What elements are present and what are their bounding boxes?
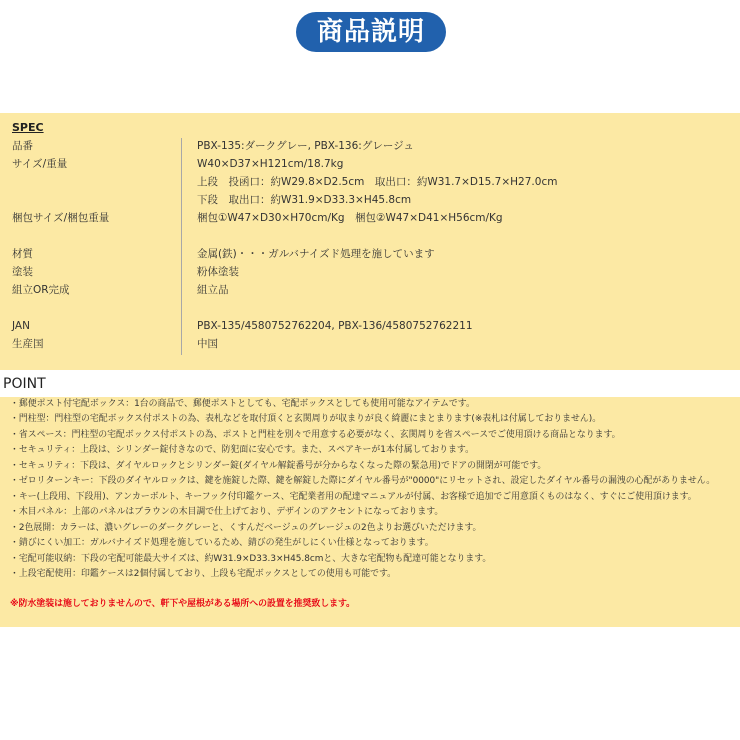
spec-table: [12, 137, 732, 353]
point-item: ・キー(上段用、下段用)、アンカーボルト、キーフック付印鑑ケース、宅配業者用の配達マニュアルが付属、お客様で追加でご用意頂くものはなく、すぐにご使用頂けます。: [10, 491, 697, 502]
spec-row-country-of-origin: [12, 335, 732, 353]
point-item: ・セキュリティ：上段は、シリンダー錠付きなので、防犯面に安心です。また、スペアキーが1本付属しております。: [10, 445, 474, 456]
spec-row-size-weight: [12, 155, 732, 209]
spec-heading: SPEC: [12, 121, 44, 134]
spec-value-list: [197, 317, 473, 335]
spec-value: PBX-135/4580752762204, PBX-136/4580752762211: [197, 320, 473, 332]
spec-panel: [0, 113, 740, 370]
spec-value-list: [197, 155, 557, 209]
spec-spacer: [12, 227, 732, 245]
point-item: ・錆びにくい加工：ガルバナイズド処理を施しているため、錆びの発生がしにくい仕様となっております。: [10, 538, 434, 549]
spec-value: W40×D37×H121cm/18.7kg: [197, 158, 344, 170]
spec-label: サイズ/重量: [12, 158, 68, 170]
section-title-badge: 商品説明: [296, 12, 446, 52]
spec-row-coating: [12, 263, 732, 281]
spec-value-list: [197, 209, 503, 227]
spec-spacer: [12, 299, 732, 317]
spec-label: 品番: [12, 140, 33, 152]
spec-value-list: [197, 137, 414, 155]
spec-value: 金属(鉄)・・・ガルバナイズド処理を施しています: [197, 248, 435, 260]
point-item: ・上段宅配使用：印鑑ケースは2個付属しており、上段も宅配ボックスとしての使用も可能です。: [10, 568, 397, 579]
point-item: ・門柱型：門柱型の宅配ボックス付ポストの為、表札などを取付頂くと玄関周りが収まりが良く綺麗にまとまります(※表札は付属しておりません)。: [10, 414, 602, 425]
spec-value: 粉体塗装: [197, 266, 239, 278]
point-item: ・木目パネル：上部のパネルはブラウンの木目調で仕上げており、デザインのアクセントになっております。: [10, 507, 444, 518]
waterproof-warning-note: ※防水塗装は施しておりませんので、軒下や屋根がある場所への設置を推奨致します。: [10, 599, 355, 609]
spec-label: 梱包サイズ/梱包重量: [12, 212, 110, 224]
spec-row-material: [12, 245, 732, 263]
point-item: ・ゼロリターンキー：下段のダイヤルロックは、鍵を施錠した際、鍵を解錠した際にダイヤル番号が"0000"にリセットされ、設定したダイヤル番号の漏洩の心配がありません。: [10, 476, 716, 487]
point-list: [10, 397, 738, 582]
spec-value-list: [197, 263, 239, 281]
spec-label: 塗装: [12, 266, 33, 278]
spec-value: 中国: [197, 338, 218, 350]
point-panel: [0, 397, 740, 627]
spec-value: PBX-135:ダークグレー, PBX-136:グレージュ: [197, 140, 414, 152]
spec-row-model-number: [12, 137, 732, 155]
point-item: ・郵便ポスト付宅配ボックス：1台の商品で、郵便ポストとしても、宅配ボックスとしても使用可能なアイテムです。: [10, 399, 475, 409]
spec-label: JAN: [12, 320, 30, 332]
point-heading: POINT: [3, 376, 46, 392]
spec-value-list: [197, 281, 229, 299]
spec-value: 上段 投函口：約W29.8×D2.5cm 取出口：約W31.7×D15.7×H27.0cm: [197, 176, 558, 188]
spec-value: 下段 取出口：約W31.9×D33.3×H45.8cm: [197, 194, 412, 206]
spec-row-jan: [12, 317, 732, 335]
spec-row-package: [12, 209, 732, 227]
point-item: ・宅配可能収納：下段の宅配可能最大サイズは、約W31.9×D33.3×H45.8cmと、大きな宅配物も配達可能となります。: [10, 553, 492, 564]
point-item: ・2色展開：カラーは、濃いグレーのダークグレーと、くすんだベージュのグレージュの2色よりお選びいただけます。: [10, 522, 482, 533]
point-item: ・省スペース：門柱型の宅配ボックス付ポストの為、ポストと門柱を別々で用意する必要がなく、玄関周りを省スペースでご使用頂ける商品となります。: [10, 429, 621, 440]
spec-value-list: [197, 335, 218, 353]
spec-value: 組立品: [197, 284, 229, 296]
spec-label: 生産国: [12, 338, 44, 350]
spec-value: 梱包①W47×D30×H70cm/Kg 梱包②W47×D41×H56cm/Kg: [197, 212, 503, 224]
spec-row-assembly: [12, 281, 732, 299]
spec-value-list: [197, 245, 435, 263]
spec-label: 組立OR完成: [12, 284, 70, 296]
spec-label: 材質: [12, 248, 33, 260]
point-item: ・セキュリティ：下段は、ダイヤルロックとシリンダー錠(ダイヤル解錠番号が分からなくなった際の緊急用)でドアの開閉が可能です。: [10, 460, 547, 471]
